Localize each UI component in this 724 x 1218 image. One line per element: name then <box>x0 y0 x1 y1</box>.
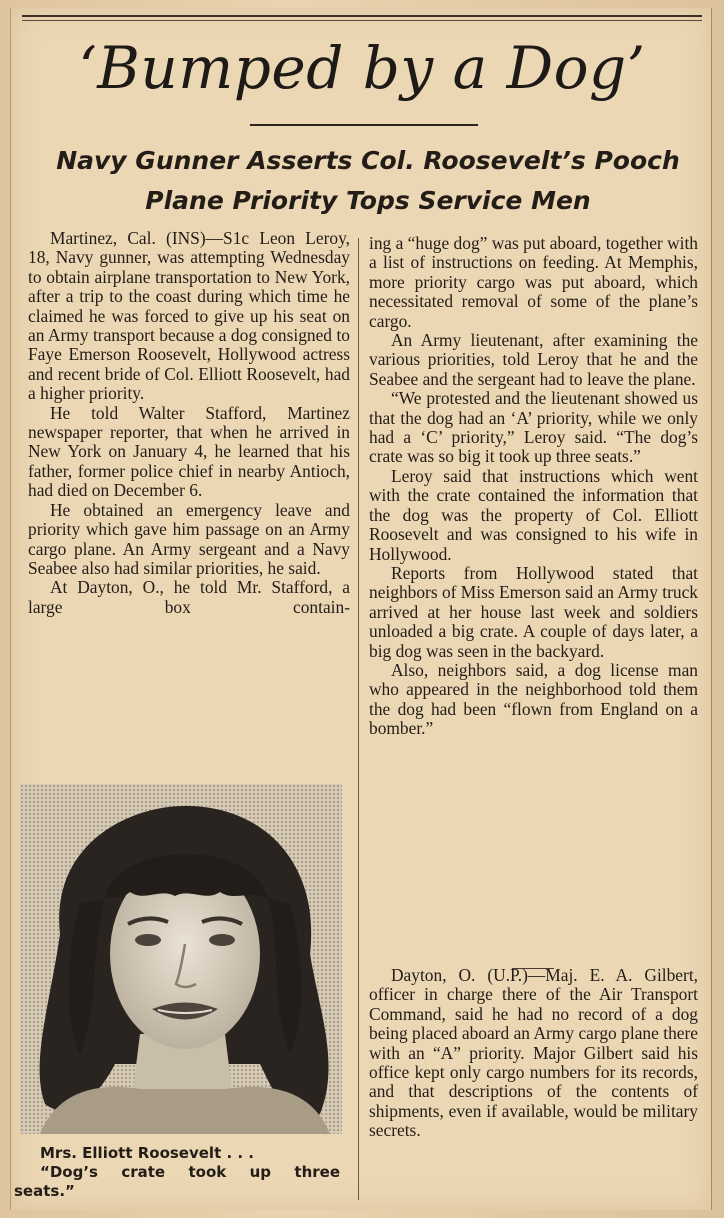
story-paragraph: An Army lieutenant, after examining the various priorities, told Leroy that he and the Seabee and the sergeant had to leave the plane. <box>369 330 698 389</box>
story-paragraph: Also, neighbors said, a dog license man who appeared in the neighborhood told them the dog had been “flown from England on a bomber.” <box>369 659 698 739</box>
story-column-1 <box>28 229 350 617</box>
story-paragraph: He told Walter Stafford, Martinez newspaper reporter, that when he arrived in New York on January 4, he learned that his father, former police chief in nearby Antioch, had died on December 6. <box>28 402 350 501</box>
portrait-photo <box>20 784 342 1134</box>
top-rule <box>22 15 702 17</box>
story-paragraph: ing a “huge dog” was put aboard, together with a list of instructions on feeding. At Memphis, more priority cargo was put aboard, which necessitated removal of some of the plane’s cargo. <box>369 233 698 331</box>
story-paragraph: Reports from Hollywood stated that neighbors of Miss Emerson said an Army truck arrived at her house last week and soldiers unloaded a big crate. A couple of days later, a big dog was seen in the backyard. <box>369 562 698 661</box>
headline: ‘Bumped by a Dog’ <box>78 34 646 102</box>
photo-caption <box>14 1144 340 1201</box>
story-paragraph: At Dayton, O., he told Mr. Stafford, a large box contain- <box>28 577 350 617</box>
story-paragraph: Leroy said that instructions which went with the crate contained the information that the dog was the property of Col. Elliott Roosevelt and was consigned to his wife in Hollywood. <box>369 465 698 564</box>
sidebar-story <box>369 966 698 1141</box>
deck-line-1: Navy Gunner Asserts Col. Roosevelt’s Pooch <box>56 146 680 175</box>
caption-line-2: “Dog’s crate took up three <box>40 1163 340 1181</box>
headline-divider <box>250 124 478 126</box>
story-column-2 <box>369 234 698 739</box>
caption-line-1: Mrs. Elliott Roosevelt . . . <box>40 1144 254 1162</box>
caption-line-3: seats.” <box>14 1182 75 1200</box>
deck-line-2: Plane Priority Tops Service Men <box>145 186 591 215</box>
story-paragraph: He obtained an emergency leave and priority which gave him passage on an Army cargo plane. An Army sergeant and a Navy Seabee also had similar priorities, he said. <box>28 499 350 578</box>
story-paragraph: “We protested and the lieutenant showed us that the dog had an ‘A’ priority, while we only had a ‘C’ priority,” Leroy said. “The dog’s crate was so big it took up three seats.” <box>369 388 698 467</box>
top-rule-thin <box>22 20 702 21</box>
story-paragraph: Martinez, Cal. (INS)—S1c Leon Leroy, 18, Navy gunner, was attempting Wednesday to obtain airplane transportation to New York, after a trip to the coast during which time he claimed he was forced to give up his seat on an Army transport because a dog consigned to Faye Emerson Roosevelt, Hollywood actress and recent bride of Col. Elliott Roosevelt, had a higher priority. <box>28 228 350 404</box>
column-divider <box>358 238 359 1200</box>
portrait-photo-icon <box>20 784 342 1134</box>
sidebar-paragraph: Dayton, O. (U.P.)—Maj. E. A. Gilbert, officer in charge there of the Air Transport Command, said he had no record of a dog being placed aboard an Army cargo plane there with an “A” priority. Major Gilbert said his office kept only cargo numbers for its records, and that descriptions of the contents of shipments, even if available, would be military secrets. <box>369 965 698 1141</box>
